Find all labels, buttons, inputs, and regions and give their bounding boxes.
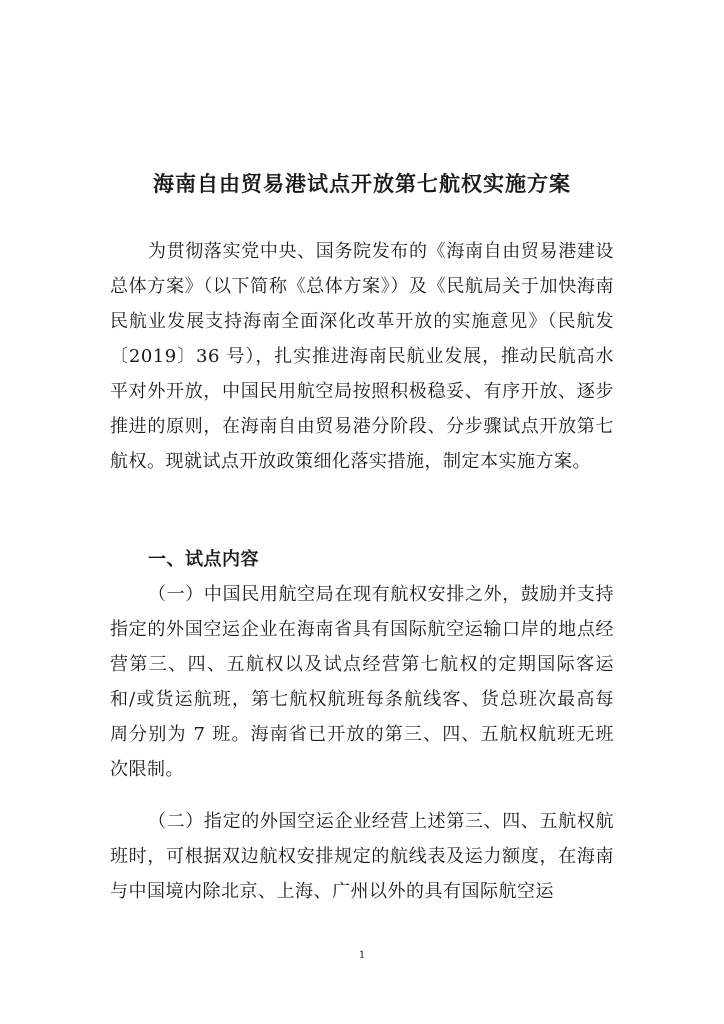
intro-paragraph: 为贯彻落实党中央、国务院发布的《海南自由贸易港建设总体方案》（以下简称《总体方案》）及《民航局关于加快海南民航业发展支持海南全面深化改革开放的实施意见》（民航发〔2019〕36 号），扎实推进海南民航业发展，推动民航高水平对外开放，中国民用航空局按照积极稳妥、有序开放、逐步推进的原则，在海南自由贸易港分阶段、分步骤试点开放第七航权。现就试点开放政策细化落实措施，制定本实施方案。: [110, 241, 614, 472]
item-paragraph-2: （二）指定的外国空运企业经营上述第三、四、五航权航班时，可根据双边航权安排规定的航线表及运力额度，在海南与中国境内除北京、上海、广州以外的具有国际航空运: [110, 811, 614, 902]
page-title: 海南自由贸易港试点开放第七航权实施方案: [153, 172, 571, 196]
page-number: 1: [358, 950, 366, 961]
section-heading: 一、试点内容: [148, 549, 259, 570]
item-paragraph-1: （一）中国民用航空局在现有航权安排之外，鼓励并支持指定的外国空运企业在海南省具有国际航空运输口岸的地点经营第三、四、五航权以及试点经营第七航权的定期国际客运和/或货运航班，第七航权航班每条航线客、货总班次最高每周分别为 7 班。海南省已开放的第三、四、五航权航班无班次限制。: [110, 584, 614, 780]
